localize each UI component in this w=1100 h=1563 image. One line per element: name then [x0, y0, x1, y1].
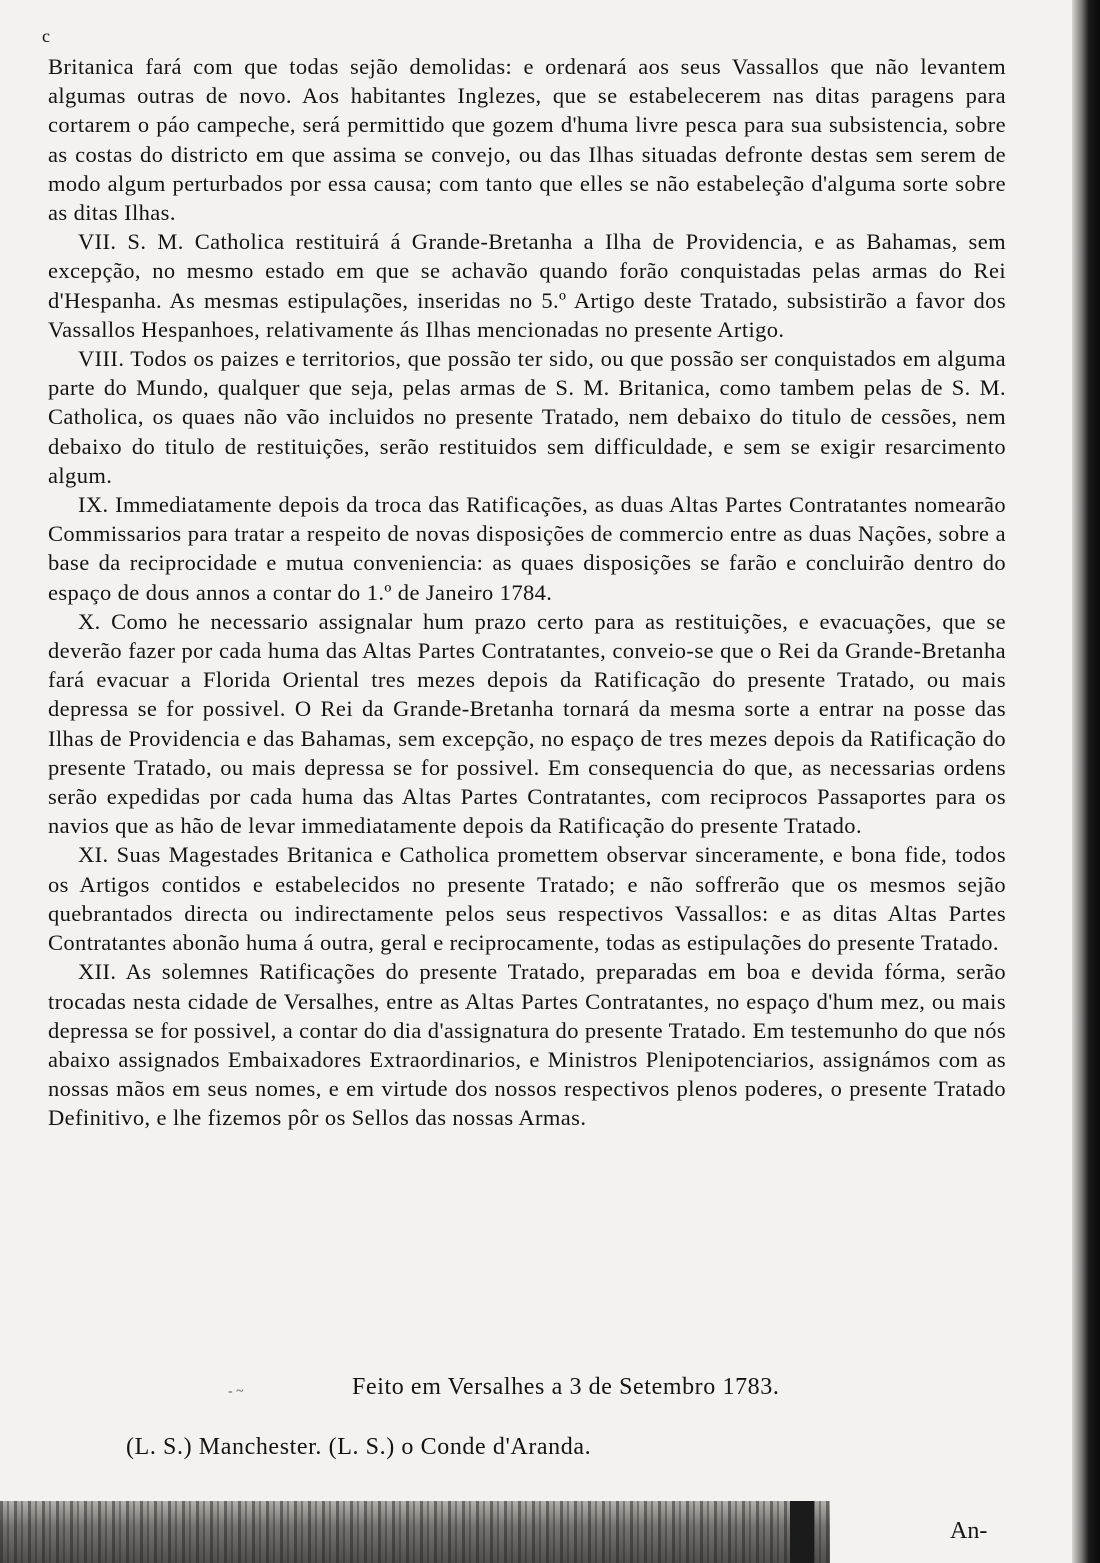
article-xi: XI. Suas Magestades Britanica e Catholica promettem observar sinceramente, e bona fide, todos os Artigos contidos e estabelecidos no presente Tratado; e não soffrerão que os mesmos sejão quebrantados directa ou indirectamente pelos seus respectivos Vassallos: e as ditas Altas Partes Contratantes abonão huma á outra, geral e reciprocamente, todas as estipulações do presente Tratado.	[48, 842, 1006, 956]
page-bottom-scan-edge-dark	[790, 1501, 814, 1563]
paragraph-continuation: Britanica fará com que todas sejão demolidas: e ordenará aos seus Vassallos que não levantem algumas outras de novo. Aos habitantes Inglezes, que se estabelecerem nas ditas paragens para cortarem o páo campeche, será permittido que gozem d'huma livre pesca para sua subsistencia, sobre as costas do districto em que assima se convejo, ou das Ilhas situadas defronte destas sem serem de modo algum perturbados por essa causa; com tanto que elles se não estabeleção d'alguma sorte sobre as ditas Ilhas.	[48, 54, 1006, 226]
article-vii: VII. S. M. Catholica restituirá á Grande-Bretanha a Ilha de Providencia, e as Bahamas, sem excepção, no mesmo estado em que se achavão quando forão conquistadas pelas armas do Rei d'Hespanha. As mesmas estipulações, inseridas no 5.º Artigo deste Tratado, subsistirão a favor dos Vassallos Hespanhoes, relativamente ás Ilhas mencionadas no presente Artigo.	[48, 229, 1006, 342]
article-x: X. Como he necessario assignalar hum prazo certo para as restituições, e evacuações, que se deverão fazer por cada huma das Altas Partes Contratantes, conveio-se que o Rei da Grande-Bretanha fará evacuar a Florida Oriental tres mezes depois da Ratificação do presente Tratado, ou mais depressa se for possivel. O Rei da Grande-Bretanha tornará da mesma sorte a entrar na posse das Ilhas de Providencia e das Bahamas, sem excepção, no espaço de tres mezes depois da Ratificação do presente Tratado, ou mais depressa se for possivel. Em consequencia do que, as necessarias ordens serão expedidas por cada huma das Altas Partes Contratantes, com reciprocos Passaportes para os navios que as hão de levar immediatamente depois da Ratificação do presente Tratado.	[48, 608, 1006, 839]
article-ix: IX. Immediatamente depois da troca das Ratificações, as duas Altas Partes Contratantes nomearão Commissarios para tratar a respeito de novas disposições de commercio entre as duas Nações, sobre a base da reciprocidade e mutua conveniencia: as quaes disposições se farão e concluirão dentro do espaço de dous annos a contar do 1.º de Janeiro 1784.	[48, 492, 1006, 605]
decorative-dash: - ~	[228, 1384, 244, 1399]
article-viii: VIII. Todos os paizes e territorios, que possão ter sido, ou que possão ser conquistados em alguma parte do Mundo, qualquer que seja, pelas armas de S. M. Britanica, como tambem pelas de S. M. Catholica, os quaes não vão incluidos no presente Tratado, nem debaixo do titulo de cessões, nem debaixo do titulo de restituições, serão restituidos sem difficuldade, e sem se exigir resarcimento algum.	[48, 346, 1006, 488]
corner-mark: c	[42, 26, 50, 46]
signatories-line: (L. S.) Manchester. (L. S.) o Conde d'Aranda.	[126, 1434, 592, 1460]
article-xii: XII. As solemnes Ratificações do presente Tratado, preparadas em boa e devida fórma, serão trocadas nesta cidade de Versalhes, entre as Altas Partes Contratantes, no espaço d'hum mez, ou mais depressa se for possivel, a contar do dia d'assignatura do presente Tratado. Em testemunho do que nós abaixo assignados Embaixadores Extraordinarios, e Ministros Plenipotenciarios, assignámos com as nossas mãos em seus nomes, e em virtude dos nossos respectivos plenos poderes, o presente Tratado Definitivo, e lhe fizemos pôr os Sellos das nossas Armas.	[48, 959, 1006, 1131]
document-body	[48, 52, 1006, 1133]
signature-date-line: Feito em Versalhes a 3 de Setembro 1783.	[352, 1374, 780, 1400]
page-bottom-scan-edge	[0, 1501, 830, 1563]
catchword: An-	[950, 1518, 988, 1544]
page-edge-shadow	[1072, 0, 1100, 1563]
